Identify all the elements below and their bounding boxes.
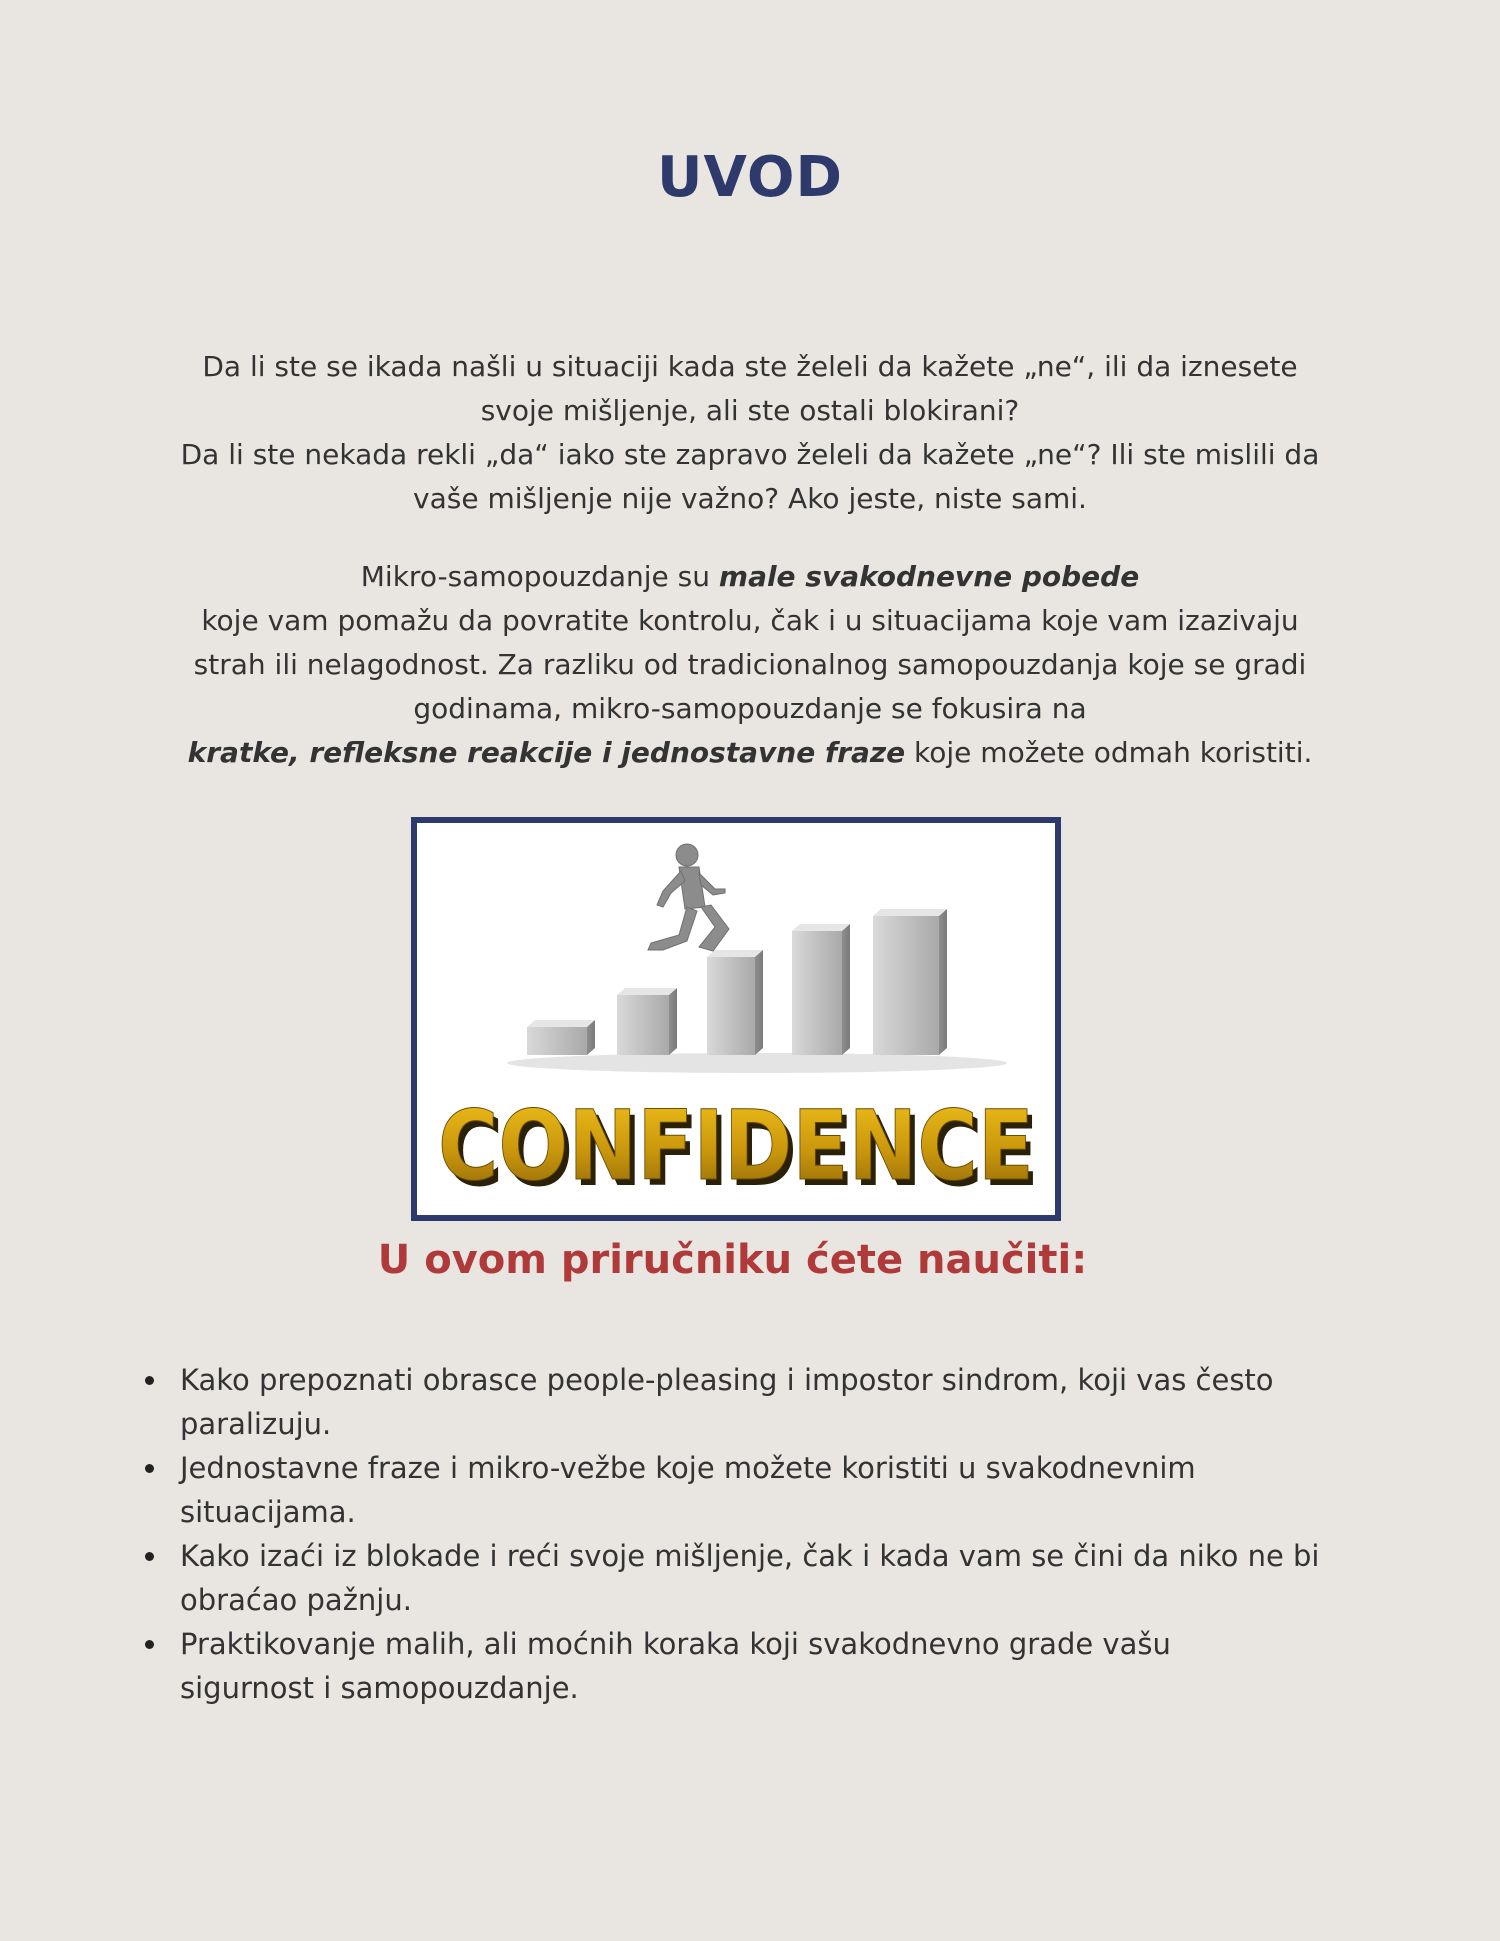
confidence-illustration bbox=[411, 817, 1061, 1221]
intro-line: Da li ste nekada rekli „da“ iako ste zapravo želeli da kažete „ne“? Ili ste mislili da bbox=[180, 438, 1320, 471]
list-item-text: paralizuju. bbox=[180, 1407, 332, 1441]
section-subheading: U ovom priručniku ćete naučiti: bbox=[377, 1237, 1088, 1283]
step-bar-4 bbox=[792, 924, 850, 1055]
list-item-text: Praktikovanje malih, ali moćnih koraka koji svakodnevno grade vašu bbox=[180, 1627, 1171, 1661]
paragraph-lead: Mikro-samopouzdanje su bbox=[360, 560, 719, 593]
list-item-text: obraćao pažnju. bbox=[180, 1583, 412, 1617]
micro-confidence-paragraph bbox=[140, 555, 1360, 775]
intro-line: Da li ste se ikada našli u situaciji kada ste želeli da kažete „ne“, ili da iznesete bbox=[202, 350, 1298, 383]
list-item-text: Kako prepoznati obrasce people-pleasing i impostor sindrom, koji vas često bbox=[180, 1363, 1274, 1397]
list-item-text: sigurnost i samopouzdanje. bbox=[180, 1671, 579, 1705]
learning-list bbox=[140, 1358, 1340, 1710]
list-item-text: situacijama. bbox=[180, 1495, 356, 1529]
intro-line: vaše mišljenje nije važno? Ako jeste, niste sami. bbox=[413, 482, 1087, 515]
confidence-graphic bbox=[417, 823, 1055, 1215]
step-bar-5 bbox=[873, 909, 947, 1055]
page-title: UVOD bbox=[657, 145, 843, 210]
paragraph-line: godinama, mikro-samopouzdanje se fokusira na bbox=[413, 692, 1087, 725]
list-item bbox=[140, 1446, 1340, 1534]
list-item-text: Jednostavne fraze i mikro-vežbe koje možete koristiti u svakodnevnim bbox=[180, 1451, 1196, 1485]
list-item bbox=[140, 1534, 1340, 1622]
step-bar-3 bbox=[707, 950, 763, 1055]
emphasis-daily-wins: male svakodnevne pobede bbox=[718, 560, 1140, 593]
intro-line: svoje mišljenje, ali ste ostali blokirani? bbox=[480, 394, 1020, 427]
climbing-figure-icon bbox=[648, 844, 729, 951]
list-item bbox=[140, 1358, 1340, 1446]
paragraph-line: koje vam pomažu da povratite kontrolu, čak i u situacijama koje vam izazivaju bbox=[201, 604, 1299, 637]
paragraph-tail: koje možete odmah koristiti. bbox=[905, 736, 1313, 769]
confidence-word-shadow: CONFIDENCE bbox=[443, 1096, 1039, 1208]
step-bar-1 bbox=[527, 1020, 595, 1055]
list-item-text: Kako izaći iz blokade i reći svoje mišljenje, čak i kada vam se čini da niko ne bi bbox=[180, 1539, 1320, 1573]
confidence-word: CONFIDENCE bbox=[438, 1090, 1034, 1202]
intro-paragraph bbox=[140, 345, 1360, 521]
list-item bbox=[140, 1622, 1340, 1710]
paragraph-line: strah ili nelagodnost. Za razliku od tradicionalnog samopouzdanja koje se gradi bbox=[193, 648, 1307, 681]
step-bar-2 bbox=[617, 988, 677, 1055]
emphasis-reflex-reactions: kratke, refleksne reakcije i jednostavne fraze bbox=[187, 736, 906, 769]
